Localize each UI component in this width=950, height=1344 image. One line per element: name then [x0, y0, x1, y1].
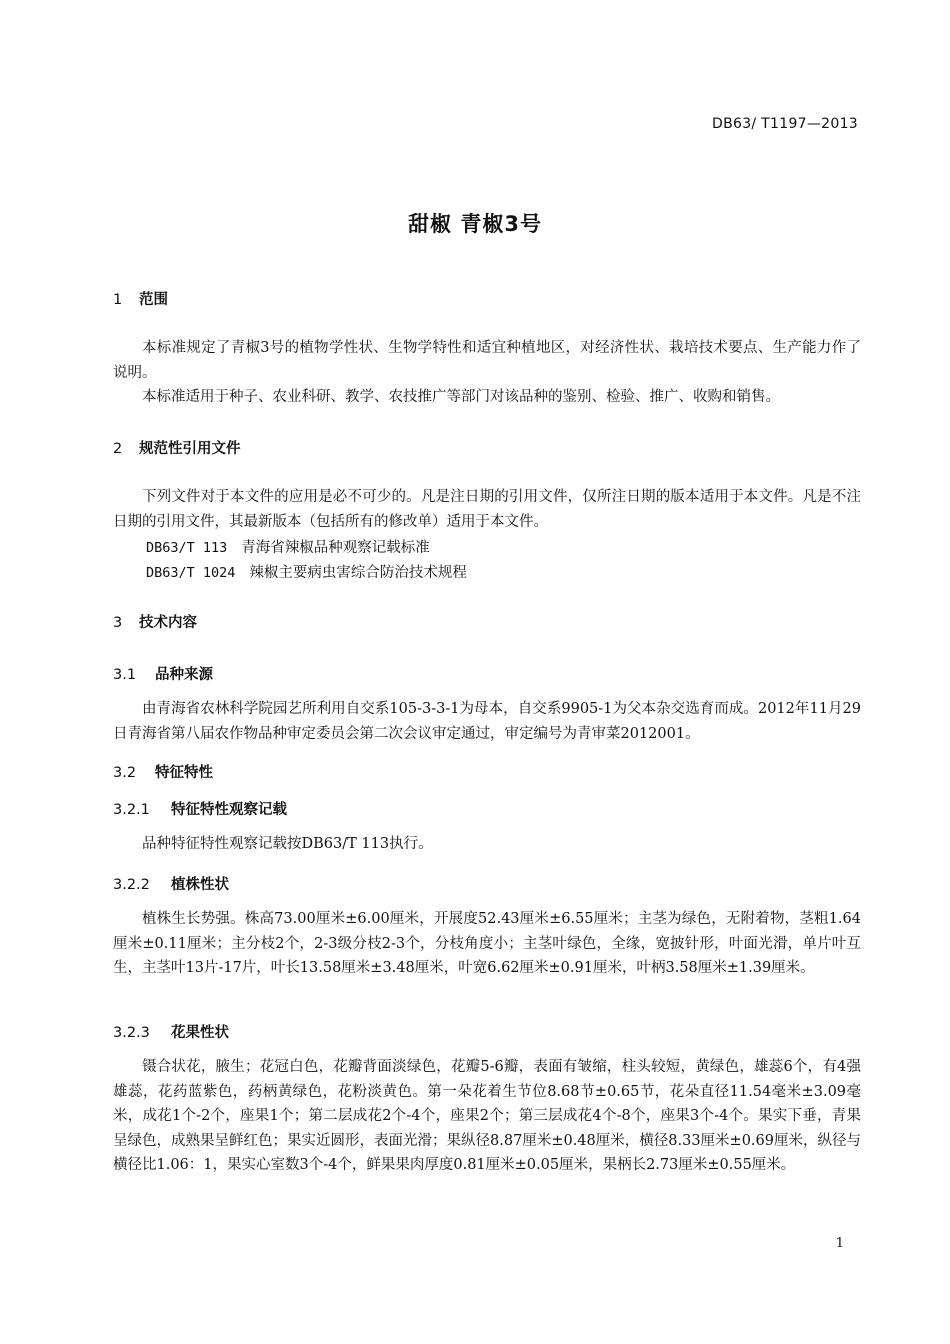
page-title: 甜椒 青椒3号: [408, 212, 542, 236]
section-heading-2: [113, 437, 241, 458]
section-title: 特征特性: [155, 765, 213, 781]
section-title: 技术内容: [139, 615, 197, 631]
section-heading-1: [113, 288, 168, 309]
section-number: 3.2.2: [113, 877, 150, 893]
paragraph: 植株生长势强。株高73.00厘米±6.00厘米，开展度52.43厘米±6.55厘米；主茎为绿色，无附着物，茎粗1.64厘米±0.11厘米；主分枝2个，2-3级分枝2-3个，分枝角度小；主茎叶绿色，全缘，宽披针形，叶面光滑，单片叶互生，主茎叶13片-17片，叶长13.58厘米±3.48厘米，叶宽6.62厘米±0.91厘米，叶柄3.58厘米±1.39厘米。: [113, 911, 861, 976]
section-heading-3-1: [113, 663, 213, 684]
section-title: 花果性状: [171, 1025, 229, 1041]
section-number: 3.2.3: [113, 1025, 150, 1041]
reference-item: [146, 561, 467, 582]
reference-title: 青海省辣椒品种观察记载标准: [241, 540, 430, 556]
section-number: 3.1: [113, 667, 137, 683]
reference-title: 辣椒主要病虫害综合防治技术规程: [249, 565, 467, 581]
section-number: 3.2.1: [113, 802, 150, 818]
section-title: 特征特性观察记载: [171, 802, 287, 818]
section-number: 2: [113, 441, 123, 457]
reference-code: DB63/T 113: [146, 540, 228, 556]
section-heading-3-2-1: [113, 798, 287, 819]
section-heading-3-2-2: [113, 873, 229, 894]
paragraph: 镊合状花，腋生；花冠白色，花瓣背面淡绿色，花瓣5-6瓣，表面有皱缩，柱头较短，黄绿色，雄蕊6个，有4强雄蕊，花药蓝紫色，药柄黄绿色，花粉淡黄色。第一朵花着生节位8.68节±0.65节，花朵直径11.54毫米±3.09毫米，成花1个-2个，座果1个；第二层成花2个-4个，座果2个；第三层成花4个-8个，座果3个-4个。果实下垂，青果呈绿色，成熟果呈鲜红色；果实近圆形，表面光滑；果纵径8.87厘米±0.48厘米，横径8.33厘米±0.69厘米，纵径与横径比1.06：1，果实心室数3个-4个，鲜果果肉厚度0.81厘米±0.05厘米，果柄长2.73厘米±0.55厘米。: [113, 1059, 861, 1173]
reference-code: DB63/T 1024: [146, 565, 236, 581]
paragraph: 下列文件对于本文件的应用是必不可少的。凡是注日期的引用文件，仅所注日期的版本适用于本文件。凡是不注日期的引用文件，其最新版本（包括所有的修改单）适用于本文件。: [113, 489, 861, 530]
paragraph: 本标准规定了青椒3号的植物学性状、生物学特性和适宜种植地区，对经济性状、栽培技术要点、生产能力作了说明。: [113, 340, 861, 381]
section-title: 范围: [139, 292, 168, 308]
section-number: 1: [113, 292, 123, 308]
paragraph: 由青海省农林科学院园艺所利用自交系105-3-3-1为母本，自交系9905-1为父本杂交选育而成。2012年11月29日青海省第八届农作物品种审定委员会第二次会议审定通过，审定编号为青审菜2012001。: [113, 701, 861, 742]
page-number: 1: [835, 1236, 844, 1251]
section-title: 植株性状: [171, 877, 229, 893]
section-number: 3.2: [113, 765, 137, 781]
document-code: DB63/ T1197—2013: [712, 116, 858, 132]
reference-item: [146, 536, 430, 557]
section-title: 规范性引用文件: [139, 441, 241, 457]
section-heading-3-2-3: [113, 1021, 229, 1042]
section-number: 3: [113, 615, 123, 631]
paragraph: 本标准适用于种子、农业科研、教学、农技推广等部门对该品种的鉴别、检验、推广、收购和销售。: [142, 389, 780, 405]
section-heading-3-2: [113, 761, 213, 782]
section-heading-3: [113, 611, 197, 632]
paragraph: 品种特征特性观察记载按DB63/T 113执行。: [142, 836, 433, 852]
section-title: 品种来源: [155, 667, 213, 683]
